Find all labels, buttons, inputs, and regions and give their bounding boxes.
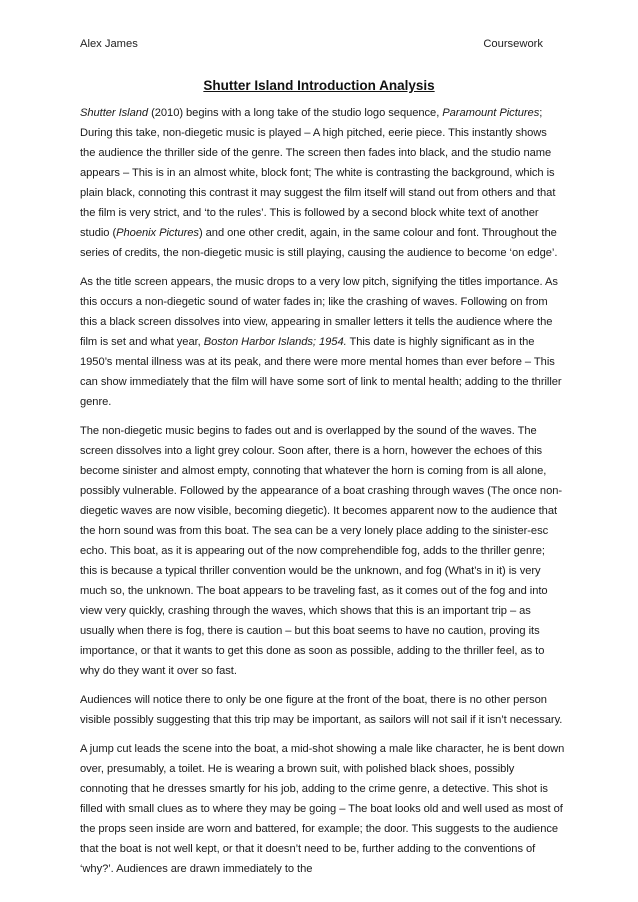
paragraph-4: Audiences will notice there to only be one figure at the front of the boat, there is no other person visible possibly suggesting that this trip may be important, as sailors will not sail if it isn’t necessary. <box>80 694 563 726</box>
studio-name-italic: Paramount Pictures <box>442 107 540 119</box>
document-body <box>80 103 565 888</box>
header-label: Coursework <box>483 38 543 50</box>
paragraph-1: Shutter Island (2010) begins with a long take of the studio logo sequence, Paramount Pictures; During this take, non-diegetic music is played – A high pitched, eerie piece. This instantly shows the audience the thriller side of the genre. The screen then fades into black, and the studio name appears – This is in an almost white, block font; The white is contrasting the background, which is plain black, connoting this contrast it may suggest the film itself will stand out from others and that the film is very strict, and ‘to the rules’. This is followed by a second block white text of another studio (Phoenix Pictures) and one other credit, again, in the same colour and font. Throughout the series of credits, the non-diegetic music is still playing, causing the audience to become ‘on edge’. <box>80 107 558 259</box>
page-header <box>80 38 543 50</box>
paragraph-3: The non-diegetic music begins to fades out and is overlapped by the sound of the waves. The screen dissolves into a light grey colour. Soon after, there is a horn, however the echoes of this become sinister and almost empty, connoting that whatever the horn is coming from is all alone, possibly vulnerable. Followed by the appearance of a boat crashing through waves (The once non-diegetic waves are now visible, becoming diegetic). It becomes apparent now to the audience that the horn sound was from this boat. The sea can be a very lonely place adding to the sinister-esc echo. This boat, as it is appearing out of the now comprehendible fog, adds to the thriller genre; this is because a typical thriller convention would be the unknown, and fog (What’s in it) is very much so, the unknown. The boat appears to be traveling fast, as it comes out of the fog and into view very quickly, crashing through the waves, which shows that this is an important trip – as usually when there is fog, there is caution – but this boat seems to have no caution, proving its importance, or that it wants to get this done as soon as possible, adding to the thriller feel, as to why do they want it over so fast. <box>80 425 563 677</box>
location-italic: Boston Harbor Islands; 1954. <box>203 336 347 348</box>
paragraph-2: As the title screen appears, the music drops to a very low pitch, signifying the titles importance. As this occurs a non-diegetic sound of water fades in; like the crashing of waves. Following on from this a black screen dissolves into view, appearing in smaller letters it tells the audience where the film is set and what year, Boston Harbor Islands; 1954. This date is highly significant as in the 1950’s mental illness was at its peak, and there were more mental homes than ever before – This can show immediately that the film will have some sort of link to mental health; adding to the thriller genre. <box>80 276 562 408</box>
document-title: Shutter Island Introduction Analysis <box>203 78 435 93</box>
header-author: Alex James <box>80 38 138 50</box>
paragraph-5: A jump cut leads the scene into the boat, a mid-shot showing a male like character, he is bent down over, presumably, a toilet. He is wearing a brown suit, with polished black shoes, possibly connoting that he dresses smartly for his job, adding to the crime genre, a detective. This shot is filled with small clues as to where they may be going – The boat looks old and well used as most of the props seen inside are worn and battered, for example; the door. This suggests to the audience that the boat is not well kept, or that it doesn’t need to be, further adding to the conventions of ‘why?’. Audiences are drawn immediately to the <box>80 743 565 875</box>
studio-name-italic: Phoenix Pictures <box>116 227 199 239</box>
film-title-italic: Shutter Island <box>80 107 149 119</box>
